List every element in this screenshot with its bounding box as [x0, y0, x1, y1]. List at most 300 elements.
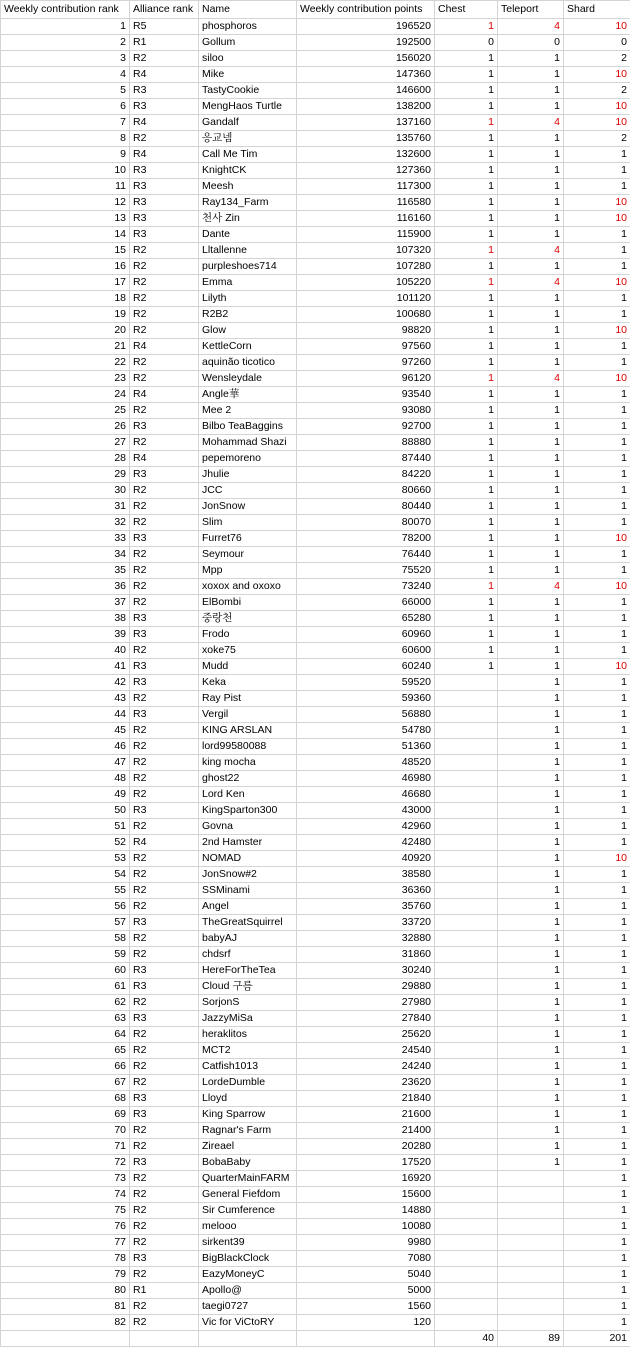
cell-name[interactable]: Lltallenne	[199, 243, 297, 259]
cell-name[interactable]: phosphoros	[199, 19, 297, 35]
cell-rank[interactable]: 27	[1, 435, 130, 451]
cell-shard[interactable]: 1	[564, 787, 630, 803]
cell-chest[interactable]	[435, 883, 498, 899]
cell-name[interactable]: HereForTheTea	[199, 963, 297, 979]
cell-rank[interactable]: 20	[1, 323, 130, 339]
cell-chest[interactable]: 1	[435, 163, 498, 179]
cell-teleport[interactable]: 1	[498, 163, 564, 179]
cell-chest[interactable]	[435, 1171, 498, 1187]
cell-alliance-rank[interactable]: R3	[130, 179, 199, 195]
cell-teleport[interactable]: 1	[498, 467, 564, 483]
cell-shard[interactable]: 1	[564, 547, 630, 563]
cell-chest[interactable]	[435, 947, 498, 963]
cell-points[interactable]: 137160	[297, 115, 435, 131]
cell-chest[interactable]: 1	[435, 387, 498, 403]
cell-teleport[interactable]: 1	[498, 531, 564, 547]
cell-chest[interactable]: 1	[435, 547, 498, 563]
cell-points[interactable]: 59520	[297, 675, 435, 691]
cell-name[interactable]: taegi0727	[199, 1299, 297, 1315]
cell-points[interactable]: 65280	[297, 611, 435, 627]
cell-teleport[interactable]: 1	[498, 1043, 564, 1059]
cell-points[interactable]: 60240	[297, 659, 435, 675]
cell-alliance-rank[interactable]: R2	[130, 643, 199, 659]
cell-alliance-rank[interactable]: R2	[130, 1075, 199, 1091]
header-alliance-rank[interactable]: Alliance rank	[130, 1, 199, 19]
cell-name[interactable]: King Sparrow	[199, 1107, 297, 1123]
cell-points[interactable]: 107320	[297, 243, 435, 259]
cell-chest[interactable]	[435, 931, 498, 947]
cell-alliance-rank[interactable]: R2	[130, 1043, 199, 1059]
cell-rank[interactable]: 41	[1, 659, 130, 675]
cell-rank[interactable]: 35	[1, 563, 130, 579]
cell-name[interactable]: SorjonS	[199, 995, 297, 1011]
cell-name[interactable]: Seymour	[199, 547, 297, 563]
cell-teleport[interactable]	[498, 1235, 564, 1251]
cell-shard[interactable]: 10	[564, 323, 630, 339]
cell-chest[interactable]	[435, 915, 498, 931]
cell-teleport[interactable]: 1	[498, 1027, 564, 1043]
cell-name[interactable]: Zireael	[199, 1139, 297, 1155]
cell-rank[interactable]: 15	[1, 243, 130, 259]
cell-rank[interactable]: 58	[1, 931, 130, 947]
cell-rank[interactable]: 79	[1, 1267, 130, 1283]
cell-name[interactable]: LordeDumble	[199, 1075, 297, 1091]
cell-chest[interactable]	[435, 675, 498, 691]
cell-points[interactable]: 98820	[297, 323, 435, 339]
cell-alliance-rank[interactable]: R2	[130, 851, 199, 867]
cell-chest[interactable]: 1	[435, 323, 498, 339]
cell-points[interactable]: 107280	[297, 259, 435, 275]
cell-alliance-rank[interactable]: R2	[130, 51, 199, 67]
cell-teleport[interactable]: 1	[498, 451, 564, 467]
cell-chest[interactable]	[435, 755, 498, 771]
cell-name[interactable]: Glow	[199, 323, 297, 339]
cell-shard[interactable]: 10	[564, 211, 630, 227]
cell-shard[interactable]: 1	[564, 1299, 630, 1315]
cell-name[interactable]: Lord Ken	[199, 787, 297, 803]
cell-shard[interactable]: 1	[564, 627, 630, 643]
cell-teleport[interactable]: 1	[498, 787, 564, 803]
cell-teleport[interactable]: 1	[498, 851, 564, 867]
cell-points[interactable]: 196520	[297, 19, 435, 35]
cell-points[interactable]: 116160	[297, 211, 435, 227]
cell-name[interactable]: General Fiefdom	[199, 1187, 297, 1203]
cell-rank[interactable]: 45	[1, 723, 130, 739]
cell-teleport[interactable]: 0	[498, 35, 564, 51]
cell-chest[interactable]	[435, 851, 498, 867]
cell-chest[interactable]	[435, 867, 498, 883]
cell-teleport[interactable]: 1	[498, 595, 564, 611]
cell-rank[interactable]: 52	[1, 835, 130, 851]
cell-teleport[interactable]	[498, 1187, 564, 1203]
cell-shard[interactable]: 1	[564, 403, 630, 419]
cell-points[interactable]: 93540	[297, 387, 435, 403]
cell-teleport[interactable]: 1	[498, 1011, 564, 1027]
cell-rank[interactable]: 24	[1, 387, 130, 403]
cell-teleport[interactable]: 1	[498, 867, 564, 883]
cell-name[interactable]: Mohammad Shazi	[199, 435, 297, 451]
cell-chest[interactable]	[435, 1187, 498, 1203]
cell-teleport[interactable]: 1	[498, 419, 564, 435]
cell-alliance-rank[interactable]: R2	[130, 1123, 199, 1139]
cell-rank[interactable]: 21	[1, 339, 130, 355]
cell-shard[interactable]: 1	[564, 1219, 630, 1235]
cell-shard[interactable]: 1	[564, 867, 630, 883]
cell-teleport[interactable]	[498, 1267, 564, 1283]
cell-rank[interactable]: 69	[1, 1107, 130, 1123]
cell-name[interactable]: KnightCK	[199, 163, 297, 179]
cell-shard[interactable]: 1	[564, 739, 630, 755]
cell-name[interactable]: Frodo	[199, 627, 297, 643]
cell-shard[interactable]: 1	[564, 355, 630, 371]
cell-chest[interactable]	[435, 1283, 498, 1299]
cell-alliance-rank[interactable]: R2	[130, 723, 199, 739]
cell-alliance-rank[interactable]: R2	[130, 323, 199, 339]
cell-points[interactable]: 14880	[297, 1203, 435, 1219]
cell-teleport[interactable]: 1	[498, 675, 564, 691]
cell-points[interactable]: 66000	[297, 595, 435, 611]
cell-points[interactable]: 5040	[297, 1267, 435, 1283]
cell-shard[interactable]: 1	[564, 1187, 630, 1203]
cell-alliance-rank[interactable]: R2	[130, 1187, 199, 1203]
cell-shard[interactable]: 1	[564, 675, 630, 691]
cell-chest[interactable]	[435, 803, 498, 819]
cell-teleport[interactable]: 1	[498, 51, 564, 67]
cell-alliance-rank[interactable]: R2	[130, 355, 199, 371]
cell-chest[interactable]	[435, 1043, 498, 1059]
cell-teleport[interactable]: 1	[498, 291, 564, 307]
cell-name[interactable]: Angle華	[199, 387, 297, 403]
cell-alliance-rank[interactable]: R3	[130, 627, 199, 643]
cell-points[interactable]: 127360	[297, 163, 435, 179]
cell-teleport[interactable]: 1	[498, 611, 564, 627]
cell-teleport[interactable]	[498, 1219, 564, 1235]
cell-name[interactable]: melooo	[199, 1219, 297, 1235]
cell-points[interactable]: 101120	[297, 291, 435, 307]
cell-points[interactable]: 120	[297, 1315, 435, 1331]
cell-chest[interactable]	[435, 1075, 498, 1091]
cell-name[interactable]: TastyCookie	[199, 83, 297, 99]
cell-points[interactable]: 75520	[297, 563, 435, 579]
cell-alliance-rank[interactable]: R2	[130, 1027, 199, 1043]
cell-chest[interactable]: 1	[435, 579, 498, 595]
cell-rank[interactable]: 12	[1, 195, 130, 211]
cell-name[interactable]: Ray134_Farm	[199, 195, 297, 211]
cell-chest[interactable]: 1	[435, 243, 498, 259]
cell-alliance-rank[interactable]: R2	[130, 291, 199, 307]
cell-chest[interactable]: 1	[435, 499, 498, 515]
cell-points[interactable]: 1560	[297, 1299, 435, 1315]
cell-name[interactable]: Dante	[199, 227, 297, 243]
cell-shard[interactable]: 10	[564, 579, 630, 595]
cell-teleport[interactable]: 1	[498, 643, 564, 659]
cell-points[interactable]: 40920	[297, 851, 435, 867]
cell-chest[interactable]: 1	[435, 435, 498, 451]
cell-rank[interactable]: 80	[1, 1283, 130, 1299]
cell-name[interactable]: Furret76	[199, 531, 297, 547]
cell-rank[interactable]	[1, 1331, 130, 1347]
cell-points[interactable]: 80440	[297, 499, 435, 515]
cell-chest[interactable]	[435, 1123, 498, 1139]
cell-chest[interactable]	[435, 1155, 498, 1171]
cell-name[interactable]: Emma	[199, 275, 297, 291]
cell-chest[interactable]: 1	[435, 291, 498, 307]
cell-points[interactable]: 42960	[297, 819, 435, 835]
cell-points[interactable]: 23620	[297, 1075, 435, 1091]
cell-teleport[interactable]: 1	[498, 147, 564, 163]
cell-teleport[interactable]: 1	[498, 515, 564, 531]
cell-name[interactable]: NOMAD	[199, 851, 297, 867]
cell-rank[interactable]: 6	[1, 99, 130, 115]
cell-teleport[interactable]: 1	[498, 259, 564, 275]
cell-points[interactable]: 7080	[297, 1251, 435, 1267]
cell-points[interactable]: 56880	[297, 707, 435, 723]
cell-chest[interactable]: 1	[435, 531, 498, 547]
cell-teleport[interactable]: 1	[498, 1123, 564, 1139]
cell-alliance-rank[interactable]: R3	[130, 195, 199, 211]
cell-points[interactable]: 92700	[297, 419, 435, 435]
cell-rank[interactable]: 25	[1, 403, 130, 419]
cell-chest[interactable]: 1	[435, 611, 498, 627]
cell-points[interactable]: 88880	[297, 435, 435, 451]
cell-name[interactable]: Vergil	[199, 707, 297, 723]
cell-chest[interactable]	[435, 1091, 498, 1107]
cell-points[interactable]: 59360	[297, 691, 435, 707]
cell-teleport[interactable]: 1	[498, 131, 564, 147]
cell-rank[interactable]: 10	[1, 163, 130, 179]
cell-rank[interactable]: 38	[1, 611, 130, 627]
cell-shard[interactable]: 1	[564, 419, 630, 435]
cell-chest[interactable]: 1	[435, 195, 498, 211]
cell-teleport[interactable]: 1	[498, 211, 564, 227]
cell-name[interactable]: Vic for ViCtoRY	[199, 1315, 297, 1331]
cell-rank[interactable]: 37	[1, 595, 130, 611]
cell-rank[interactable]: 77	[1, 1235, 130, 1251]
cell-alliance-rank[interactable]: R2	[130, 947, 199, 963]
cell-points[interactable]: 29880	[297, 979, 435, 995]
cell-points[interactable]: 33720	[297, 915, 435, 931]
cell-shard[interactable]: 10	[564, 67, 630, 83]
cell-rank[interactable]: 73	[1, 1171, 130, 1187]
cell-shard[interactable]: 10	[564, 851, 630, 867]
cell-shard[interactable]: 201	[564, 1331, 630, 1347]
cell-name[interactable]: Mudd	[199, 659, 297, 675]
cell-name[interactable]: MCT2	[199, 1043, 297, 1059]
cell-name[interactable]: Mpp	[199, 563, 297, 579]
cell-points[interactable]: 24240	[297, 1059, 435, 1075]
cell-rank[interactable]: 61	[1, 979, 130, 995]
cell-shard[interactable]: 1	[564, 819, 630, 835]
cell-shard[interactable]: 1	[564, 1091, 630, 1107]
cell-shard[interactable]: 1	[564, 307, 630, 323]
cell-rank[interactable]: 16	[1, 259, 130, 275]
cell-alliance-rank[interactable]: R2	[130, 691, 199, 707]
cell-teleport[interactable]: 1	[498, 691, 564, 707]
cell-points[interactable]: 54780	[297, 723, 435, 739]
cell-alliance-rank[interactable]: R2	[130, 1203, 199, 1219]
cell-shard[interactable]: 1	[564, 147, 630, 163]
cell-rank[interactable]: 14	[1, 227, 130, 243]
cell-alliance-rank[interactable]: R2	[130, 995, 199, 1011]
cell-rank[interactable]: 32	[1, 515, 130, 531]
cell-points[interactable]: 116580	[297, 195, 435, 211]
cell-shard[interactable]: 0	[564, 35, 630, 51]
cell-alliance-rank[interactable]: R3	[130, 611, 199, 627]
cell-teleport[interactable]: 1	[498, 819, 564, 835]
cell-alliance-rank[interactable]: R3	[130, 979, 199, 995]
cell-rank[interactable]: 28	[1, 451, 130, 467]
cell-points[interactable]: 135760	[297, 131, 435, 147]
cell-points[interactable]: 73240	[297, 579, 435, 595]
cell-rank[interactable]: 65	[1, 1043, 130, 1059]
cell-name[interactable]: JazzyMiSa	[199, 1011, 297, 1027]
cell-teleport[interactable]: 1	[498, 835, 564, 851]
cell-points[interactable]: 21400	[297, 1123, 435, 1139]
cell-alliance-rank[interactable]: R3	[130, 675, 199, 691]
cell-name[interactable]: Ray Pist	[199, 691, 297, 707]
cell-teleport[interactable]: 1	[498, 195, 564, 211]
cell-alliance-rank[interactable]: R3	[130, 1107, 199, 1123]
cell-chest[interactable]: 1	[435, 131, 498, 147]
cell-teleport[interactable]: 1	[498, 563, 564, 579]
cell-teleport[interactable]: 1	[498, 435, 564, 451]
cell-shard[interactable]: 1	[564, 899, 630, 915]
cell-alliance-rank[interactable]: R2	[130, 867, 199, 883]
cell-shard[interactable]: 1	[564, 1171, 630, 1187]
cell-chest[interactable]	[435, 739, 498, 755]
cell-teleport[interactable]: 1	[498, 771, 564, 787]
cell-rank[interactable]: 42	[1, 675, 130, 691]
cell-rank[interactable]: 56	[1, 899, 130, 915]
cell-shard[interactable]: 1	[564, 1059, 630, 1075]
cell-rank[interactable]: 54	[1, 867, 130, 883]
cell-rank[interactable]: 60	[1, 963, 130, 979]
cell-chest[interactable]: 40	[435, 1331, 498, 1347]
cell-shard[interactable]: 2	[564, 51, 630, 67]
cell-teleport[interactable]: 1	[498, 995, 564, 1011]
cell-points[interactable]	[297, 1331, 435, 1347]
cell-shard[interactable]: 1	[564, 995, 630, 1011]
cell-teleport[interactable]: 1	[498, 83, 564, 99]
cell-alliance-rank[interactable]: R2	[130, 739, 199, 755]
cell-rank[interactable]: 59	[1, 947, 130, 963]
cell-points[interactable]: 20280	[297, 1139, 435, 1155]
cell-rank[interactable]: 29	[1, 467, 130, 483]
cell-alliance-rank[interactable]: R3	[130, 163, 199, 179]
cell-teleport[interactable]: 1	[498, 1139, 564, 1155]
cell-shard[interactable]: 1	[564, 179, 630, 195]
cell-shard[interactable]: 1	[564, 979, 630, 995]
cell-teleport[interactable]: 1	[498, 915, 564, 931]
cell-teleport[interactable]: 4	[498, 371, 564, 387]
cell-shard[interactable]: 1	[564, 1075, 630, 1091]
cell-points[interactable]: 84220	[297, 467, 435, 483]
cell-chest[interactable]	[435, 1267, 498, 1283]
cell-alliance-rank[interactable]: R2	[130, 819, 199, 835]
cell-shard[interactable]: 10	[564, 659, 630, 675]
cell-shard[interactable]: 1	[564, 483, 630, 499]
cell-name[interactable]: ElBombi	[199, 595, 297, 611]
cell-teleport[interactable]: 1	[498, 1075, 564, 1091]
cell-name[interactable]: JCC	[199, 483, 297, 499]
cell-teleport[interactable]: 1	[498, 403, 564, 419]
cell-chest[interactable]	[435, 979, 498, 995]
cell-alliance-rank[interactable]: R3	[130, 659, 199, 675]
cell-rank[interactable]: 9	[1, 147, 130, 163]
cell-teleport[interactable]: 1	[498, 979, 564, 995]
cell-shard[interactable]: 1	[564, 1283, 630, 1299]
cell-points[interactable]: 17520	[297, 1155, 435, 1171]
cell-rank[interactable]: 2	[1, 35, 130, 51]
header-rank[interactable]: Weekly contribution rank	[1, 1, 130, 19]
cell-shard[interactable]: 1	[564, 1011, 630, 1027]
cell-points[interactable]: 156020	[297, 51, 435, 67]
cell-shard[interactable]: 10	[564, 115, 630, 131]
cell-alliance-rank[interactable]: R2	[130, 243, 199, 259]
cell-shard[interactable]: 1	[564, 1235, 630, 1251]
cell-name[interactable]: babyAJ	[199, 931, 297, 947]
cell-alliance-rank[interactable]: R2	[130, 595, 199, 611]
cell-shard[interactable]: 1	[564, 643, 630, 659]
cell-alliance-rank[interactable]: R2	[130, 403, 199, 419]
cell-name[interactable]: QuarterMainFARM	[199, 1171, 297, 1187]
cell-chest[interactable]: 1	[435, 99, 498, 115]
cell-name[interactable]: 중랑천	[199, 611, 297, 627]
cell-alliance-rank[interactable]: R2	[130, 771, 199, 787]
cell-points[interactable]: 96120	[297, 371, 435, 387]
cell-alliance-rank[interactable]: R4	[130, 387, 199, 403]
cell-chest[interactable]: 1	[435, 307, 498, 323]
cell-name[interactable]: JonSnow	[199, 499, 297, 515]
cell-chest[interactable]: 1	[435, 275, 498, 291]
cell-name[interactable]: Slim	[199, 515, 297, 531]
cell-points[interactable]: 31860	[297, 947, 435, 963]
cell-points[interactable]: 27840	[297, 1011, 435, 1027]
cell-name[interactable]: Gandalf	[199, 115, 297, 131]
cell-rank[interactable]: 57	[1, 915, 130, 931]
cell-teleport[interactable]: 1	[498, 883, 564, 899]
cell-chest[interactable]: 1	[435, 643, 498, 659]
cell-teleport[interactable]: 4	[498, 579, 564, 595]
cell-name[interactable]: lord99580088	[199, 739, 297, 755]
cell-teleport[interactable]: 1	[498, 755, 564, 771]
cell-chest[interactable]: 1	[435, 419, 498, 435]
cell-name[interactable]: Meesh	[199, 179, 297, 195]
cell-teleport[interactable]: 89	[498, 1331, 564, 1347]
cell-alliance-rank[interactable]: R4	[130, 835, 199, 851]
cell-chest[interactable]	[435, 899, 498, 915]
cell-rank[interactable]: 46	[1, 739, 130, 755]
cell-rank[interactable]: 1	[1, 19, 130, 35]
cell-chest[interactable]: 1	[435, 467, 498, 483]
cell-alliance-rank[interactable]: R2	[130, 307, 199, 323]
cell-rank[interactable]: 33	[1, 531, 130, 547]
cell-teleport[interactable]	[498, 1299, 564, 1315]
cell-name[interactable]: purpleshoes714	[199, 259, 297, 275]
cell-shard[interactable]: 1	[564, 835, 630, 851]
cell-rank[interactable]: 71	[1, 1139, 130, 1155]
cell-shard[interactable]: 1	[564, 691, 630, 707]
cell-rank[interactable]: 13	[1, 211, 130, 227]
cell-alliance-rank[interactable]: R2	[130, 1267, 199, 1283]
cell-rank[interactable]: 8	[1, 131, 130, 147]
cell-chest[interactable]	[435, 1219, 498, 1235]
cell-teleport[interactable]: 1	[498, 339, 564, 355]
cell-alliance-rank[interactable]: R3	[130, 1011, 199, 1027]
cell-points[interactable]: 5000	[297, 1283, 435, 1299]
cell-name[interactable]: Jhulie	[199, 467, 297, 483]
cell-alliance-rank[interactable]: R3	[130, 467, 199, 483]
